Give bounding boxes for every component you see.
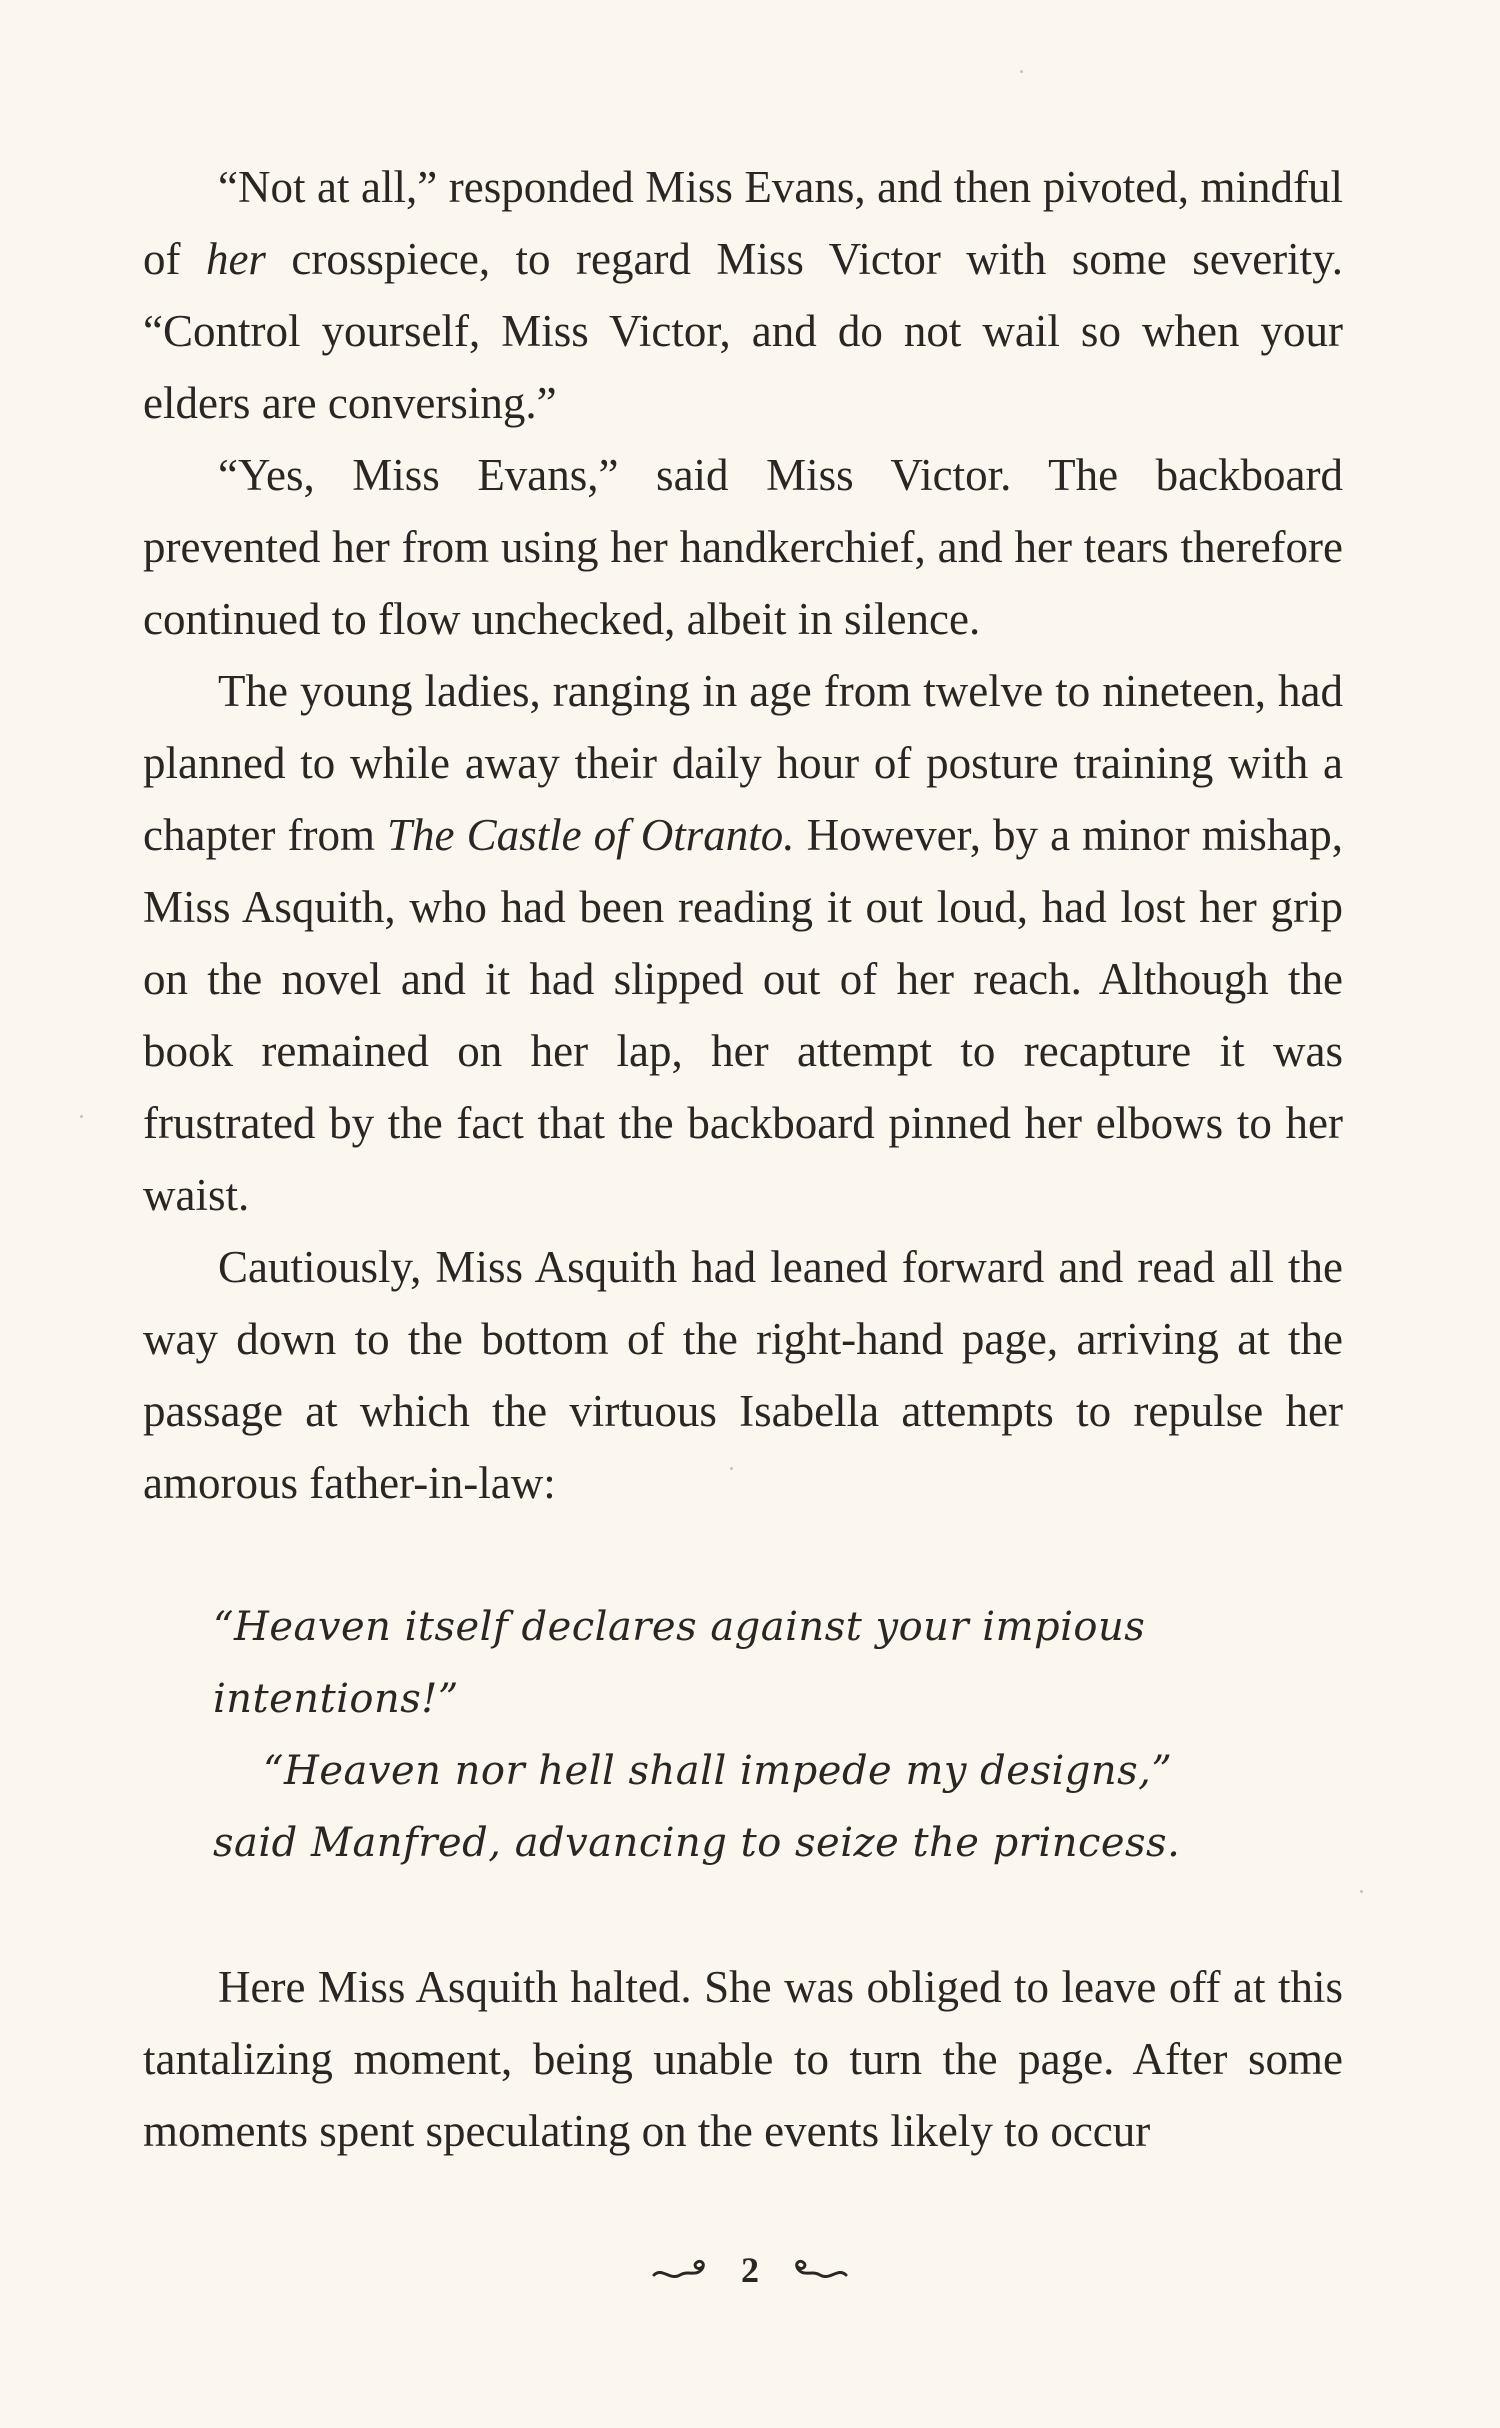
quote-line-1: “Heaven itself declares against your impious intentions!”	[213, 1604, 1146, 1722]
page-footer	[0, 2245, 1500, 2291]
paper-speck	[80, 1115, 83, 1118]
italic-her: her	[205, 234, 266, 284]
paragraph-1: “Not at all,” responded Miss Evans, and then pivoted, mindful of her crosspiece, to regard Miss Victor with some severity. “Control yourself, Miss Victor, and do not wail so when your elders are conversing.”	[143, 162, 1343, 428]
book-title: The Castle of Otranto.	[387, 810, 795, 860]
page-number: 2	[741, 2249, 759, 2290]
block-quote	[143, 1591, 1343, 1879]
paragraph-4: Cautiously, Miss Asquith had leaned forward and read all the way down to the bottom of the right-hand page, arriving at the passage at which the virtuous Isabella attempts to repulse her amorous father-in-law:	[143, 1242, 1343, 1508]
quote-line-2: “Heaven nor hell shall impede my designs,” said Manfred, advancing to seize the princess.	[213, 1748, 1181, 1866]
paragraph-3: The young ladies, ranging in age from twelve to nineteen, had planned to while away their daily hour of posture training with a chapter from The Castle of Otranto. However, by a minor mishap, Miss Asquith, who had been reading it out loud, had lost her grip on the novel and it had slipped out of her reach. Although the book remained on her lap, her attempt to recapture it was frustrated by the fact that the backboard pinned her elbows to her waist.	[143, 666, 1343, 1220]
paragraph-2: “Yes, Miss Evans,” said Miss Victor. The backboard prevented her from using her handkerchief, and her tears therefore continued to flow unchecked, albeit in silence.	[143, 450, 1343, 644]
paper-speck	[1020, 70, 1023, 73]
paper-speck	[1360, 1890, 1363, 1893]
paper-speck	[730, 1467, 733, 1470]
right-flourish-icon	[790, 2255, 848, 2285]
body-text	[143, 151, 1343, 2167]
left-flourish-icon	[652, 2255, 710, 2285]
paragraph-5: Here Miss Asquith halted. She was obliged to leave off at this tantalizing moment, being unable to turn the page. After some moments spent speculating on the events likely to occur	[143, 1962, 1343, 2156]
